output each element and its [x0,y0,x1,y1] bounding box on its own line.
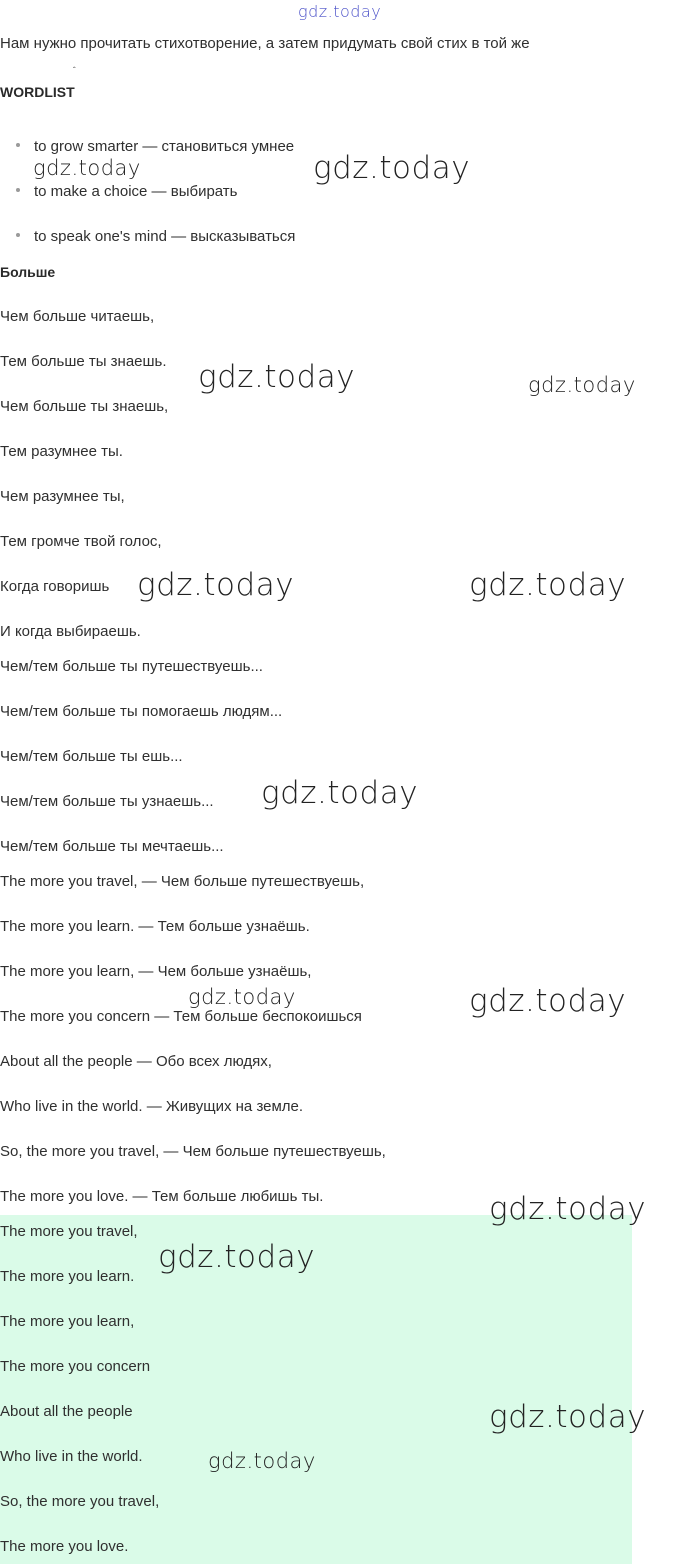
bullet-icon [16,233,20,237]
poem-translation-line: The more you concern — Тем больше беспокоишься [0,1008,362,1025]
poem-translation-line: The more you love. — Тем больше любишь ты. [0,1188,324,1205]
wordlist-item [16,137,294,157]
watermark-top: gdz.today [298,2,382,21]
poem-ru-line: Чем больше ты знаешь, [0,398,169,415]
poem-en-line: So, the more you travel, [0,1493,160,1510]
watermark: gdz.today [198,359,356,395]
poem-translation-line: The more you travel, — Чем больше путешествуешь, [0,873,365,890]
wordlist-heading: WORDLIST [0,84,75,100]
bullet-icon [16,143,20,147]
poem-translation-line: The more you learn. — Тем больше узнаёшь. [0,918,310,935]
poem-en-line: The more you love. [0,1538,129,1555]
watermark: gdz.today [208,1449,316,1473]
poem-ru-line: Тем громче твой голос, [0,533,162,550]
poem-ru-line: Чем/тем больше ты мечтаешь... [0,838,224,855]
poem-translation-line: About all the people — Обо всех людях, [0,1053,272,1070]
poem-ru-line: Чем/тем больше ты узнаешь... [0,793,214,810]
poem-en-line: About all the people [0,1403,133,1420]
watermark: gdz.today [528,373,636,397]
poem-en-line: The more you concern [0,1358,151,1375]
poem-en-line: The more you travel, [0,1223,138,1240]
intro-text: Нам нужно прочитать стихотворение, а затем придумать свой стих в той же [0,35,530,52]
watermark: gdz.today [137,567,295,603]
watermark: gdz.today [469,983,627,1019]
poem-en-line: The more you learn, [0,1313,135,1330]
bullet-icon [16,188,20,192]
wordlist-item-text: to grow smarter — становиться умнее [34,138,295,155]
poem-ru-line: И когда выбираешь. [0,623,141,640]
poem-en-line: The more you learn. [0,1268,135,1285]
poem-translation-line: Who live in the world. — Живущих на земле. [0,1098,304,1115]
poem-ru-line: Тем больше ты знаешь. [0,353,167,370]
watermark: gdz.today [33,156,141,180]
poem-ru-line: Тем разумнее ты. [0,443,123,460]
watermark: gdz.today [261,775,419,811]
poem-translation-line: So, the more you travel, — Чем больше путешествуешь, [0,1143,386,1160]
poem-ru-line: Когда говоришь [0,578,110,595]
watermark: gdz.today [188,985,296,1009]
poem-ru-line: Чем/тем больше ты ешь... [0,748,183,765]
poem-translation-line: The more you learn, — Чем больше узнаёшь, [0,963,312,980]
wordlist-item-text: to make a choice — выбирать [34,183,238,200]
caret-mark: ˆ [73,66,76,75]
wordlist-item-text: to speak one's mind — высказываться [34,228,296,245]
poem-ru-line: Чем/тем больше ты помогаешь людям... [0,703,283,720]
watermark: gdz.today [489,1399,647,1435]
watermark: gdz.today [489,1191,647,1227]
watermark: gdz.today [469,567,627,603]
poem-en-line: Who live in the world. [0,1448,143,1465]
wordlist-item [16,182,238,202]
watermark: gdz.today [158,1239,316,1275]
watermark: gdz.today [313,150,471,186]
poem-ru-line: Чем больше читаешь, [0,308,155,325]
poem-ru-line: Чем/тем больше ты путешествуешь... [0,658,263,675]
poem-ru-line: Чем разумнее ты, [0,488,125,505]
wordlist-item [16,227,295,247]
poem-title: Больше [0,264,56,280]
